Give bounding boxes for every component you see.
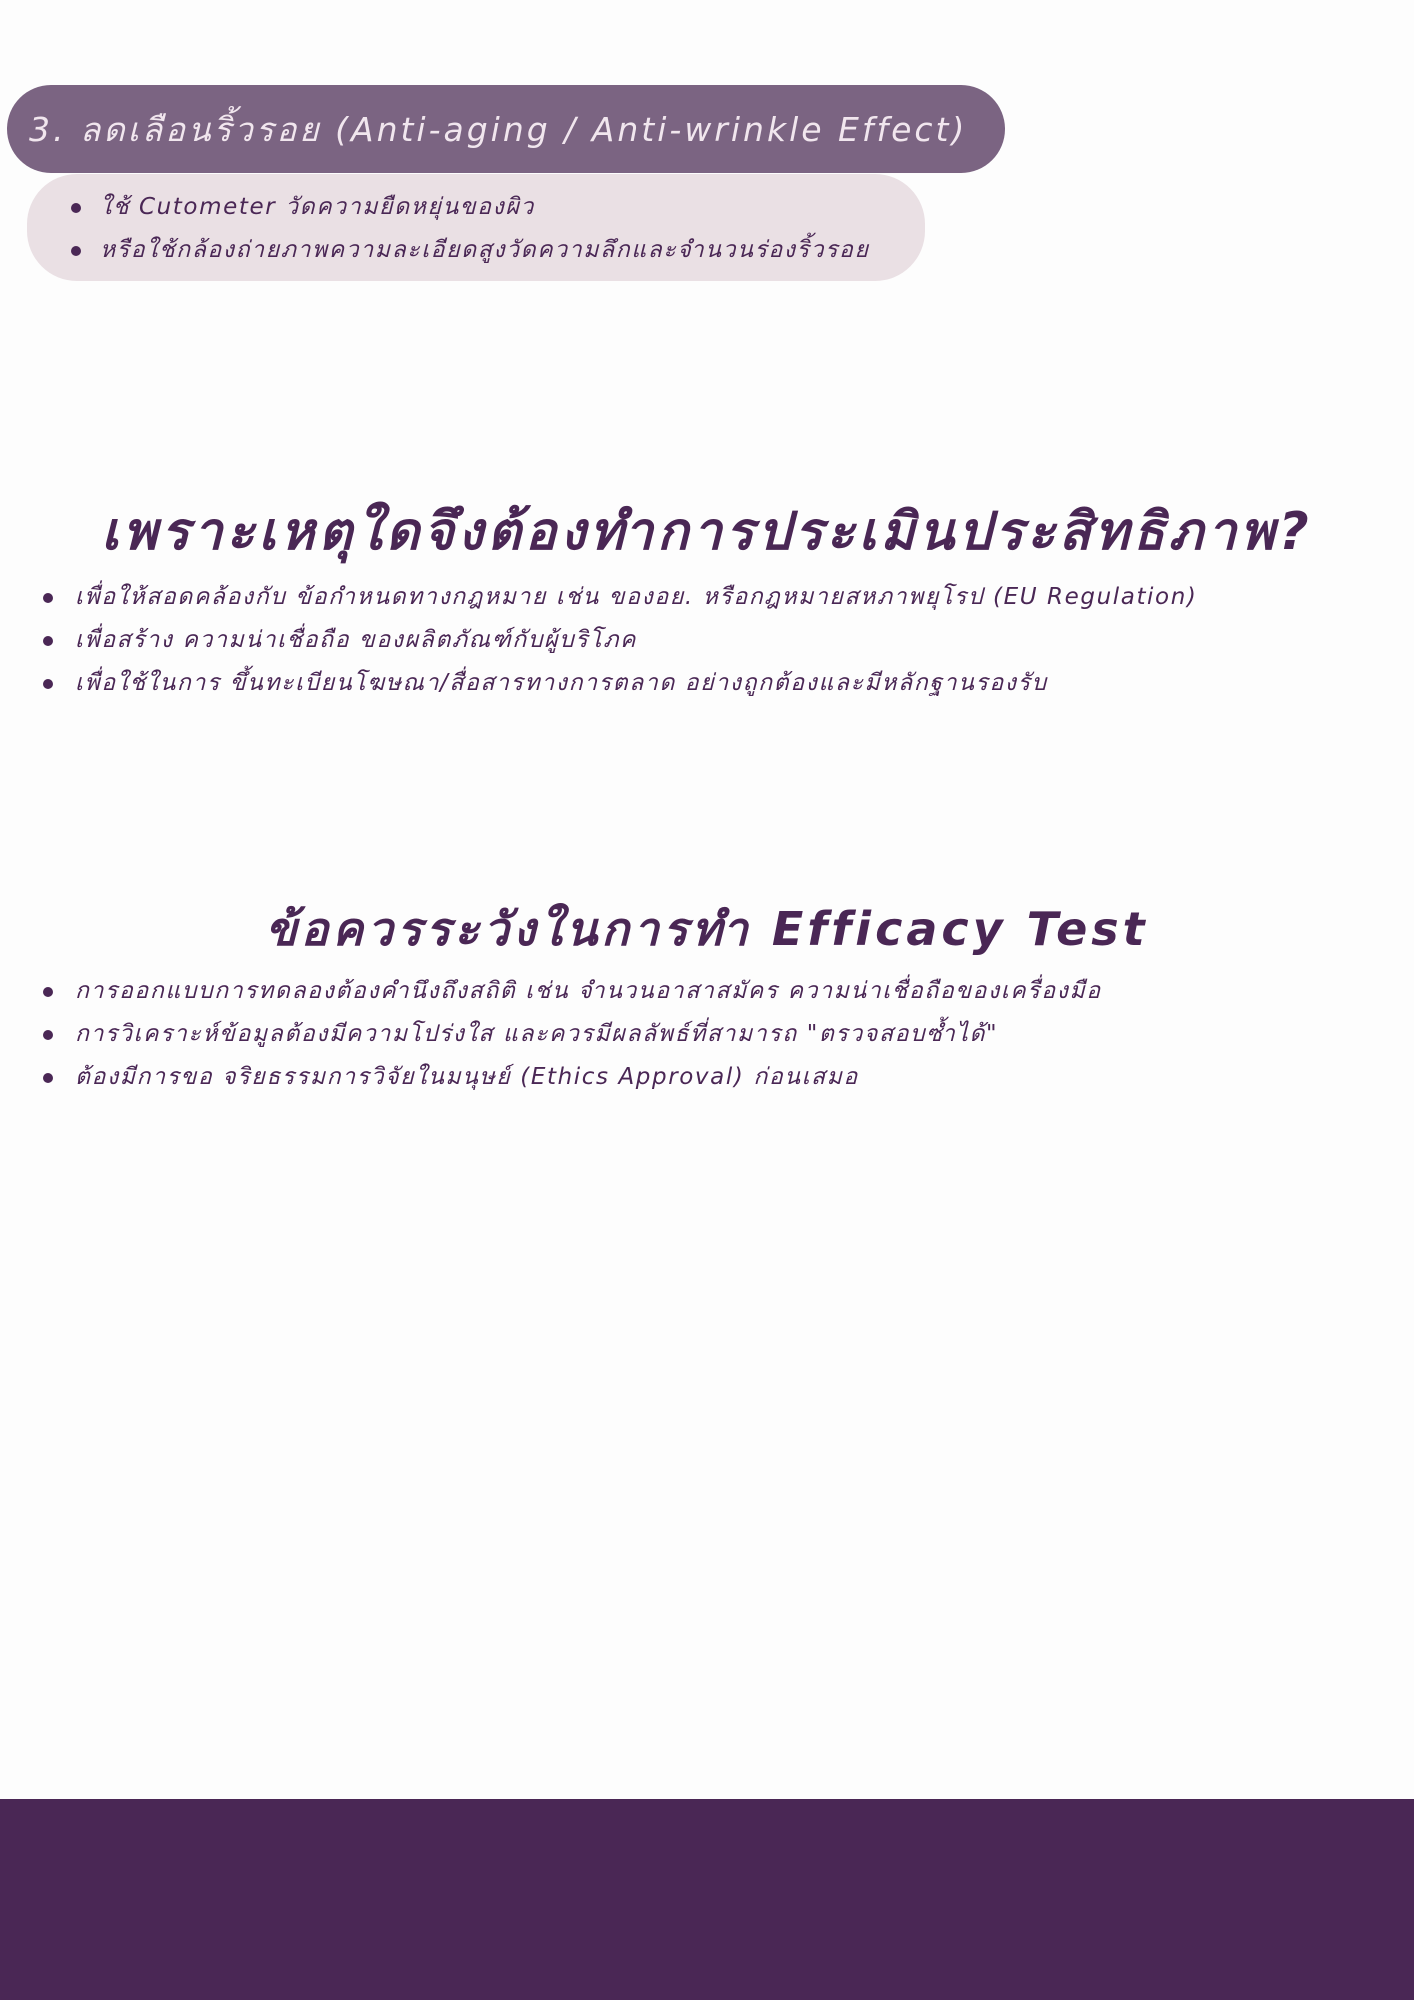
list-item: เพื่อใช้ในการ ขึ้นทะเบียนโฆษณา/สื่อสารทางการตลาด อย่างถูกต้องและมีหลักฐานรองรับ bbox=[75, 662, 1197, 705]
list-item: เพื่อให้สอดคล้องกับ ข้อกำหนดทางกฎหมาย เช่น ของอย. หรือกฎหมายสหภาพยุโรป (EU Regulation) bbox=[75, 576, 1197, 619]
list-item: เพื่อสร้าง ความน่าเชื่อถือ ของผลิตภัณฑ์กับผู้บริโภค bbox=[75, 619, 1197, 662]
section-3-header-pill bbox=[7, 85, 1005, 173]
section-3-details-list bbox=[27, 186, 925, 272]
caution-section-heading: ข้อควรระวังในการทำ Efficacy Test bbox=[265, 901, 1149, 956]
list-item: หรือใช้กล้องถ่ายภาพความละเอียดสูงวัดความลึกและจำนวนร่องริ้วรอย bbox=[100, 229, 925, 272]
list-item: ใช้ Cutometer วัดความยืดหยุ่นของผิว bbox=[100, 186, 925, 229]
why-section-list bbox=[0, 576, 1197, 705]
section-3-details-pill bbox=[27, 174, 925, 281]
list-item: การออกแบบการทดลองต้องคำนึงถึงสถิติ เช่น จำนวนอาสาสมัคร ความน่าเชื่อถือของเครื่องมือ bbox=[75, 970, 1102, 1013]
list-item: การวิเคราะห์ข้อมูลต้องมีความโปร่งใส และควรมีผลลัพธ์ที่สามารถ "ตรวจสอบซ้ำได้" bbox=[75, 1013, 1102, 1056]
list-item: ต้องมีการขอ จริยธรรมการวิจัยในมนุษย์ (Ethics Approval) ก่อนเสมอ bbox=[75, 1056, 1102, 1099]
footer-band bbox=[0, 1799, 1414, 2000]
why-section-heading: เพราะเหตุใดจึงต้องทำการประเมินประสิทธิภาพ? bbox=[101, 501, 1313, 562]
section-3-header-title: 3. ลดเลือนริ้วรอย (Anti-aging / Anti-wrinkle Effect) bbox=[29, 109, 968, 149]
caution-section-list bbox=[0, 970, 1102, 1099]
